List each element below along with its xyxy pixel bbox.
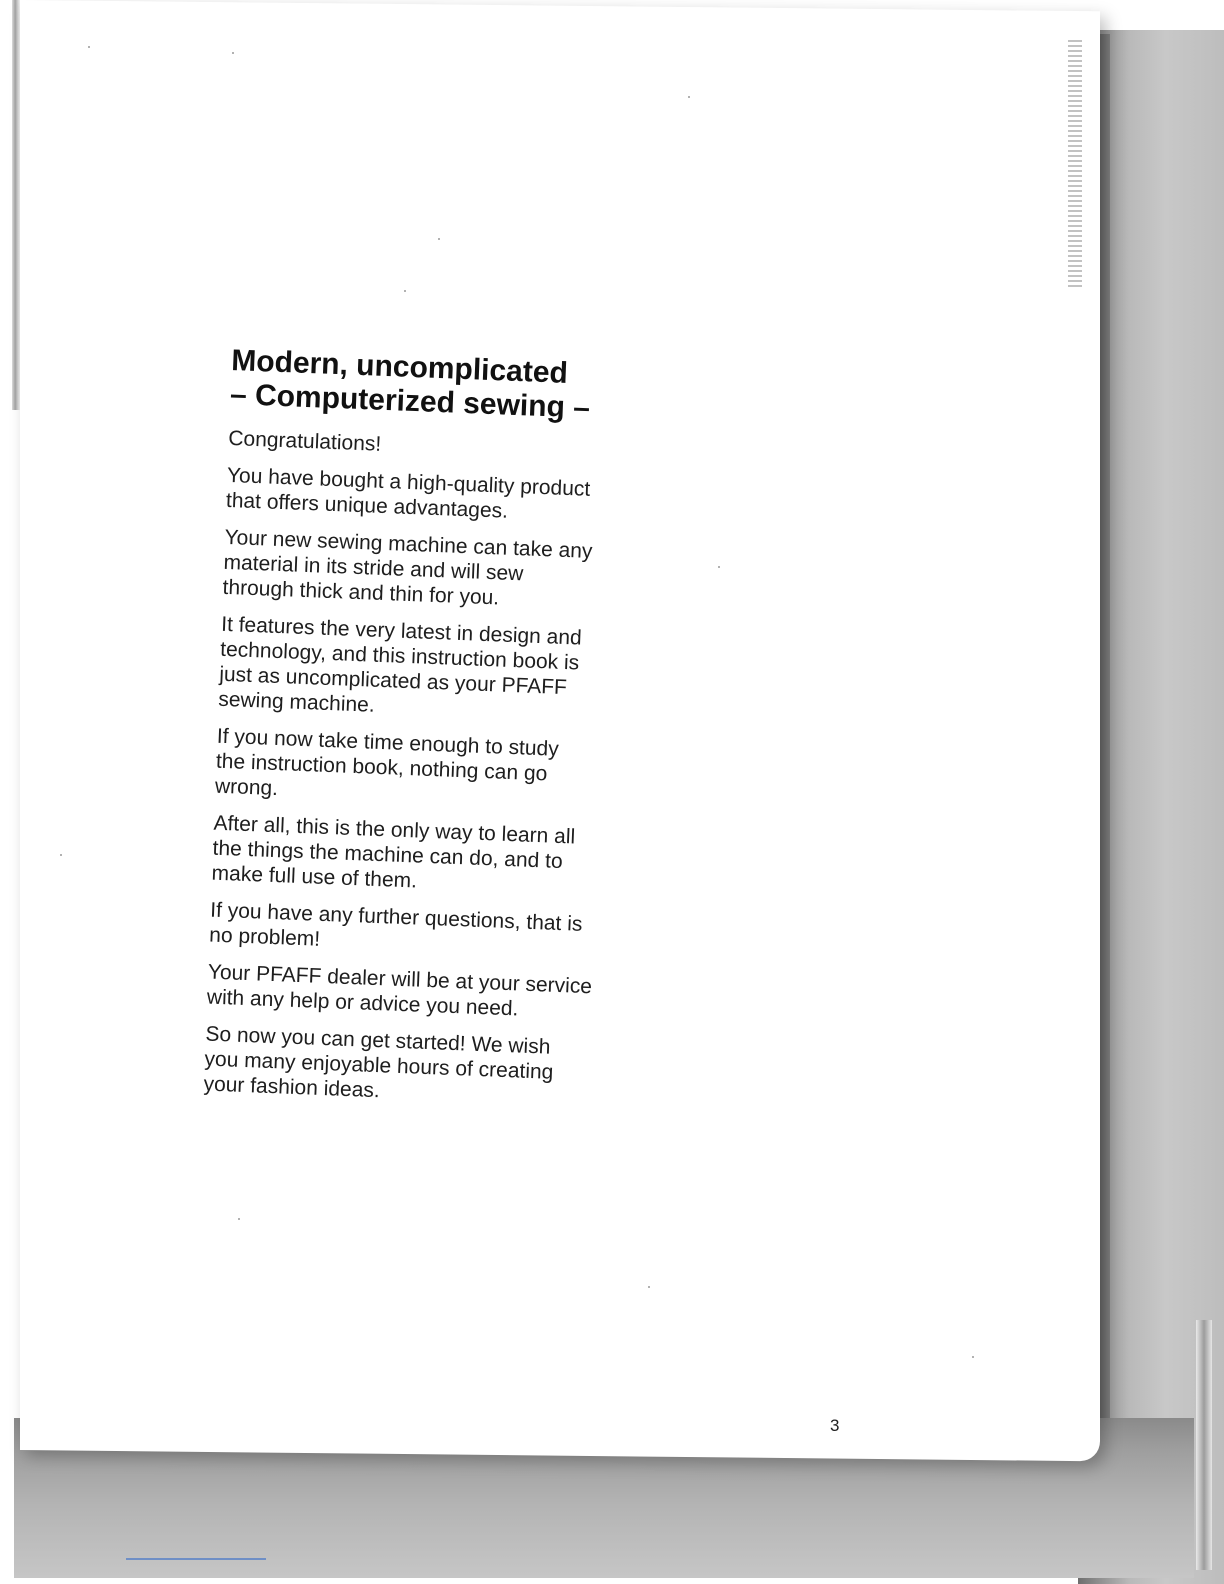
scan-speck bbox=[718, 566, 720, 568]
paragraph-study: If you now take time enough to study the instruction book, nothing can go wrong. bbox=[214, 724, 560, 801]
page-number: 3 bbox=[830, 1416, 840, 1435]
paragraph-congratulations: Congratulations! bbox=[227, 426, 382, 456]
paragraph-dealer: Your PFAFF dealer will be at your service with any help or advice you need. bbox=[206, 960, 593, 1021]
scan-speck bbox=[88, 46, 90, 48]
scan-speck bbox=[404, 290, 406, 292]
footer-rule bbox=[126, 1558, 266, 1560]
page-title-line-2: – Computerized sewing – bbox=[229, 377, 591, 425]
scan-speck bbox=[972, 1356, 974, 1358]
scan-speck bbox=[60, 854, 62, 856]
paragraph-design: It features the very latest in design and technology, and this instruction book is just as uncomplicated as your PFAFF sewing machine. bbox=[217, 612, 583, 717]
paragraph-get-started: So now you can get started! We wish you many enjoyable hours of creating your fashion ideas. bbox=[203, 1022, 554, 1103]
scan-speck bbox=[648, 1286, 650, 1288]
text-block bbox=[203, 344, 692, 1126]
paragraph-learn: After all, this is the only way to learn all the things the machine can do, and to make full use of them. bbox=[211, 811, 576, 893]
paragraph-material: Your new sewing machine can take any material in its stride and will sew through thick and thin for you. bbox=[222, 525, 593, 610]
page-edge-texture bbox=[1068, 40, 1082, 290]
page-title-line-1: Modern, uncomplicated bbox=[230, 344, 569, 390]
scan-speck bbox=[688, 96, 690, 98]
scan-edge-strip bbox=[1196, 1320, 1212, 1570]
scan-speck bbox=[232, 52, 234, 54]
paragraph-questions: If you have any further questions, that is no problem! bbox=[208, 898, 583, 951]
paragraph-product: You have bought a high-quality product that offers unique advantages. bbox=[225, 463, 591, 523]
scan-edge-left bbox=[12, 0, 20, 410]
scan-speck bbox=[238, 1218, 240, 1220]
scan-speck bbox=[438, 238, 440, 240]
